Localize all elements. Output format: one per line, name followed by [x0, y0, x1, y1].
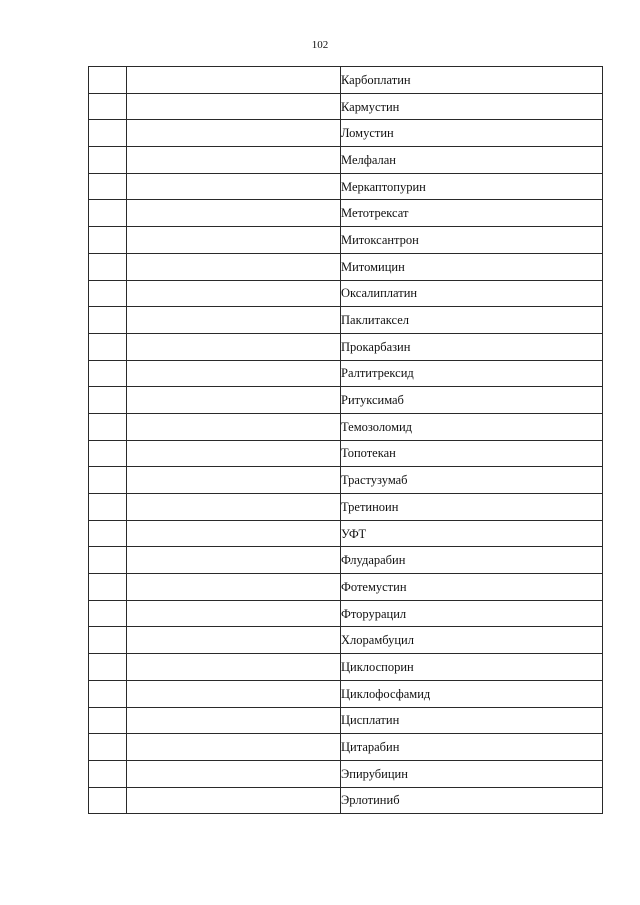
row-number-cell — [89, 147, 127, 174]
row-number-cell — [89, 253, 127, 280]
group-cell — [127, 680, 341, 707]
table-row — [89, 760, 603, 787]
table-row — [89, 200, 603, 227]
group-cell — [127, 707, 341, 734]
table-row — [89, 360, 603, 387]
group-cell — [127, 574, 341, 601]
row-number-cell — [89, 333, 127, 360]
drug-name-cell: Митоксантрон — [341, 227, 603, 254]
row-number-cell — [89, 200, 127, 227]
drug-name-cell: Метотрексат — [341, 200, 603, 227]
group-cell — [127, 333, 341, 360]
group-cell — [127, 547, 341, 574]
drug-name-cell: Меркаптопурин — [341, 173, 603, 200]
drug-name-cell: Хлорамбуцил — [341, 627, 603, 654]
drug-name-cell: Митомицин — [341, 253, 603, 280]
row-number-cell — [89, 280, 127, 307]
drug-name-cell: Третиноин — [341, 494, 603, 521]
row-number-cell — [89, 574, 127, 601]
group-cell — [127, 173, 341, 200]
drug-name-cell: Цитарабин — [341, 734, 603, 761]
row-number-cell — [89, 707, 127, 734]
group-cell — [127, 413, 341, 440]
row-number-cell — [89, 307, 127, 334]
table-row — [89, 333, 603, 360]
table-row — [89, 467, 603, 494]
table-row — [89, 173, 603, 200]
table-row — [89, 440, 603, 467]
drug-name-cell: Ритуксимаб — [341, 387, 603, 414]
row-number-cell — [89, 440, 127, 467]
row-number-cell — [89, 627, 127, 654]
drug-name-cell: Карбоплатин — [341, 67, 603, 94]
group-cell — [127, 387, 341, 414]
row-number-cell — [89, 227, 127, 254]
drug-name-cell: Фторурацил — [341, 600, 603, 627]
drug-name-cell: Ломустин — [341, 120, 603, 147]
group-cell — [127, 467, 341, 494]
table-row — [89, 387, 603, 414]
group-cell — [127, 147, 341, 174]
group-cell — [127, 520, 341, 547]
group-cell — [127, 654, 341, 681]
row-number-cell — [89, 360, 127, 387]
group-cell — [127, 307, 341, 334]
row-number-cell — [89, 67, 127, 94]
table-row — [89, 574, 603, 601]
row-number-cell — [89, 760, 127, 787]
drug-name-cell: Цисплатин — [341, 707, 603, 734]
drug-name-cell: Флударабин — [341, 547, 603, 574]
group-cell — [127, 67, 341, 94]
table-row — [89, 520, 603, 547]
drug-name-cell: Фотемустин — [341, 574, 603, 601]
drug-name-cell: Эпирубицин — [341, 760, 603, 787]
group-cell — [127, 600, 341, 627]
drug-name-cell: Ралтитрексид — [341, 360, 603, 387]
table-row — [89, 253, 603, 280]
table-row — [89, 147, 603, 174]
table-row — [89, 307, 603, 334]
group-cell — [127, 280, 341, 307]
table-row — [89, 787, 603, 814]
table-row — [89, 120, 603, 147]
group-cell — [127, 200, 341, 227]
table-row — [89, 494, 603, 521]
group-cell — [127, 227, 341, 254]
group-cell — [127, 734, 341, 761]
drug-name-cell: Оксалиплатин — [341, 280, 603, 307]
row-number-cell — [89, 467, 127, 494]
table-row — [89, 67, 603, 94]
drug-name-cell: Трастузумаб — [341, 467, 603, 494]
table-body — [89, 67, 603, 814]
drug-table — [88, 66, 603, 814]
group-cell — [127, 787, 341, 814]
row-number-cell — [89, 520, 127, 547]
group-cell — [127, 627, 341, 654]
page-number: 102 — [311, 39, 329, 51]
row-number-cell — [89, 413, 127, 440]
group-cell — [127, 440, 341, 467]
row-number-cell — [89, 173, 127, 200]
table-row — [89, 680, 603, 707]
row-number-cell — [89, 387, 127, 414]
row-number-cell — [89, 680, 127, 707]
group-cell — [127, 93, 341, 120]
row-number-cell — [89, 600, 127, 627]
drug-name-cell: Темозоломид — [341, 413, 603, 440]
drug-name-cell: Мелфалан — [341, 147, 603, 174]
drug-name-cell: Паклитаксел — [341, 307, 603, 334]
group-cell — [127, 494, 341, 521]
table-row — [89, 93, 603, 120]
table-row — [89, 227, 603, 254]
table-row — [89, 707, 603, 734]
table-row — [89, 627, 603, 654]
group-cell — [127, 760, 341, 787]
row-number-cell — [89, 734, 127, 761]
table-row — [89, 280, 603, 307]
table-row — [89, 734, 603, 761]
drug-name-cell: Циклоспорин — [341, 654, 603, 681]
drug-name-cell: Циклофосфамид — [341, 680, 603, 707]
table-row — [89, 600, 603, 627]
group-cell — [127, 120, 341, 147]
drug-name-cell: Эрлотиниб — [341, 787, 603, 814]
drug-name-cell: Прокарбазин — [341, 333, 603, 360]
row-number-cell — [89, 547, 127, 574]
row-number-cell — [89, 120, 127, 147]
table-row — [89, 547, 603, 574]
table-row — [89, 413, 603, 440]
group-cell — [127, 360, 341, 387]
row-number-cell — [89, 494, 127, 521]
row-number-cell — [89, 93, 127, 120]
drug-name-cell: Кармустин — [341, 93, 603, 120]
row-number-cell — [89, 787, 127, 814]
drug-name-cell: УФТ — [341, 520, 603, 547]
group-cell — [127, 253, 341, 280]
table-row — [89, 654, 603, 681]
row-number-cell — [89, 654, 127, 681]
drug-name-cell: Топотекан — [341, 440, 603, 467]
